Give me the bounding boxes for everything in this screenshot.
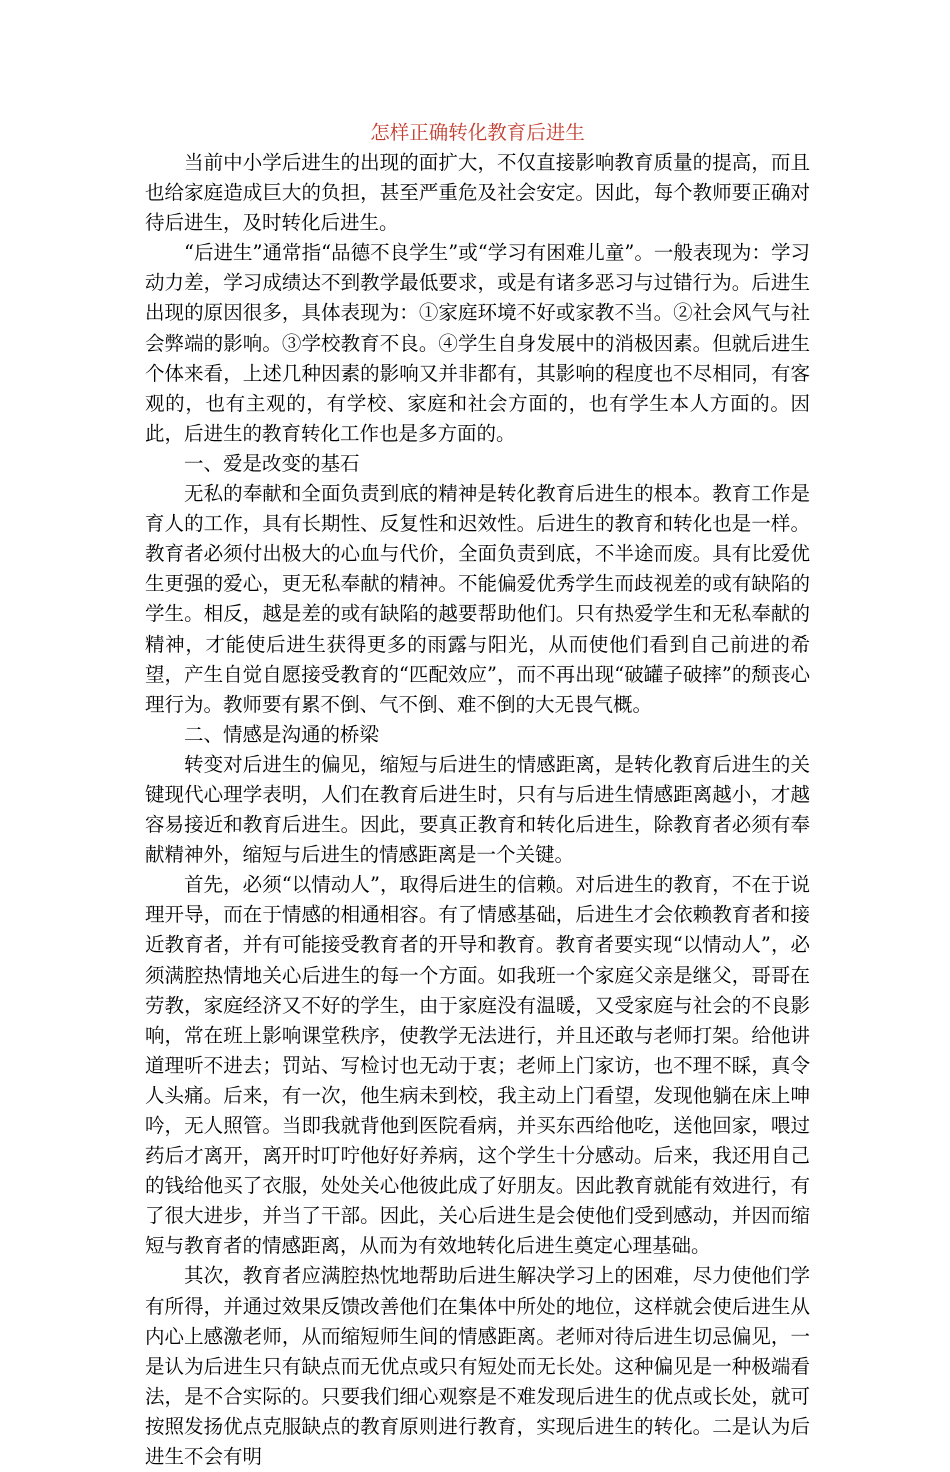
paragraph: 无私的奉献和全面负责到底的精神是转化教育后进生的根本。教育工作是育人的工作，具有长期性、反复性和迟效性。后进生的教育和转化也是一样。教育者必须付出极大的心血与代价，全面负责到底，不半途而废。具有比爱优生更强的爱心，更无私奉献的精神。不能偏爱优秀学生而歧视差的或有缺陷的学生。相反，越是差的或有缺陷的越要帮助他们。只有热爱学生和无私奉献的精神，才能使后进生获得更多的雨露与阳光，从而使他们看到自己前进的希望，产生自觉自愿接受教育的“匹配效应”，而不再出现“破罐子破摔”的颓丧心理行为。教师要有累不倒、气不倒、难不倒的大无畏气概。 xyxy=(145,482,810,716)
paragraph: “后进生”通常指“品德不良学生”或“学习有困难儿童”。一般表现为：学习动力差，学习成绩达不到教学最低要求，或是有诸多恶习与过错行为。后进生出现的原因很多，具体表现为：①家庭环境不好或家教不当。②社会风气与社会弊端的影响。③学校教育不良。④学生自身发展中的消极因素。但就后进生个体来看，上述几种因素的影响又并非都有，其影响的程度也不尽相同，有客观的，也有主观的，有学校、家庭和社会方面的，也有学生本人方面的。因此，后进生的教育转化工作也是多方面的。 xyxy=(145,241,810,445)
paragraph: 当前中小学后进生的出现的面扩大，不仅直接影响教育质量的提高，而且也给家庭造成巨大的负担，甚至严重危及社会安定。因此，每个教师要正确对待后进生，及时转化后进生。 xyxy=(145,151,810,235)
document-title: 怎样正确转化教育后进生 xyxy=(370,121,585,144)
paragraph: 转变对后进生的偏见，缩短与后进生的情感距离，是转化教育后进生的关键现代心理学表明，人们在教育后进生时，只有与后进生情感距离越小，才越容易接近和教育后进生。因此，要真正教育和转化后进生，除教育者必须有奉献精神外，缩短与后进生的情感距离是一个关键。 xyxy=(145,752,810,867)
document-page xyxy=(145,118,810,1472)
section-heading: 一、爱是改变的基石 xyxy=(184,451,360,475)
paragraph: 首先，必须“以情动人”，取得后进生的信赖。对后进生的教育，不在于说理开导，而在于情感的相通相容。有了情感基础，后进生才会依赖教育者和接近教育者，并有可能接受教育者的开导和教育。教育者要实现“以情动人”，必须满腔热情地关心后进生的每一个方面。如我班一个家庭父亲是继父，哥哥在劳教，家庭经济又不好的学生，由于家庭没有温暖，又受家庭与社会的不良影响，常在班上影响课堂秩序，使教学无法进行，并且还敢与老师打架。给他讲道理听不进去；罚站、写检讨也无动于衷；老师上门家访，也不理不睬，真令人头痛。后来，有一次，他生病未到校，我主动上门看望，发现他躺在床上呻吟，无人照管。当即我就背他到医院看病，并买东西给他吃，送他回家，喂过药后才离开，离开时叮咛他好好养病，这个学生十分感动。后来，我还用自己的钱给他买了衣服，处处关心他彼此成了好朋友。因此教育就能有效进行，有了很大进步，并当了干部。因此，关心后进生是会使他们受到感动，并因而缩短与教育者的情感距离，从而为有效地转化后进生奠定心理基础。 xyxy=(145,873,810,1258)
paragraph: 其次，教育者应满腔热忱地帮助后进生解决学习上的困难，尽力使他们学有所得，并通过效果反馈改善他们在集体中所处的地位，这样就会使后进生从内心上感激老师，从而缩短师生间的情感距离。老师对待后进生切忌偏见，一是认为后进生只有缺点而无优点或只有短处而无长处。这种偏见是一种极端看法，是不合实际的。只要我们细心观察是不难发现后进生的优点或长处，就可按照发扬优点克服缺点的教育原则进行教育，实现后进生的转化。二是认为后进生不会有明 xyxy=(145,1264,810,1469)
section-heading: 二、情感是沟通的桥梁 xyxy=(184,722,380,746)
